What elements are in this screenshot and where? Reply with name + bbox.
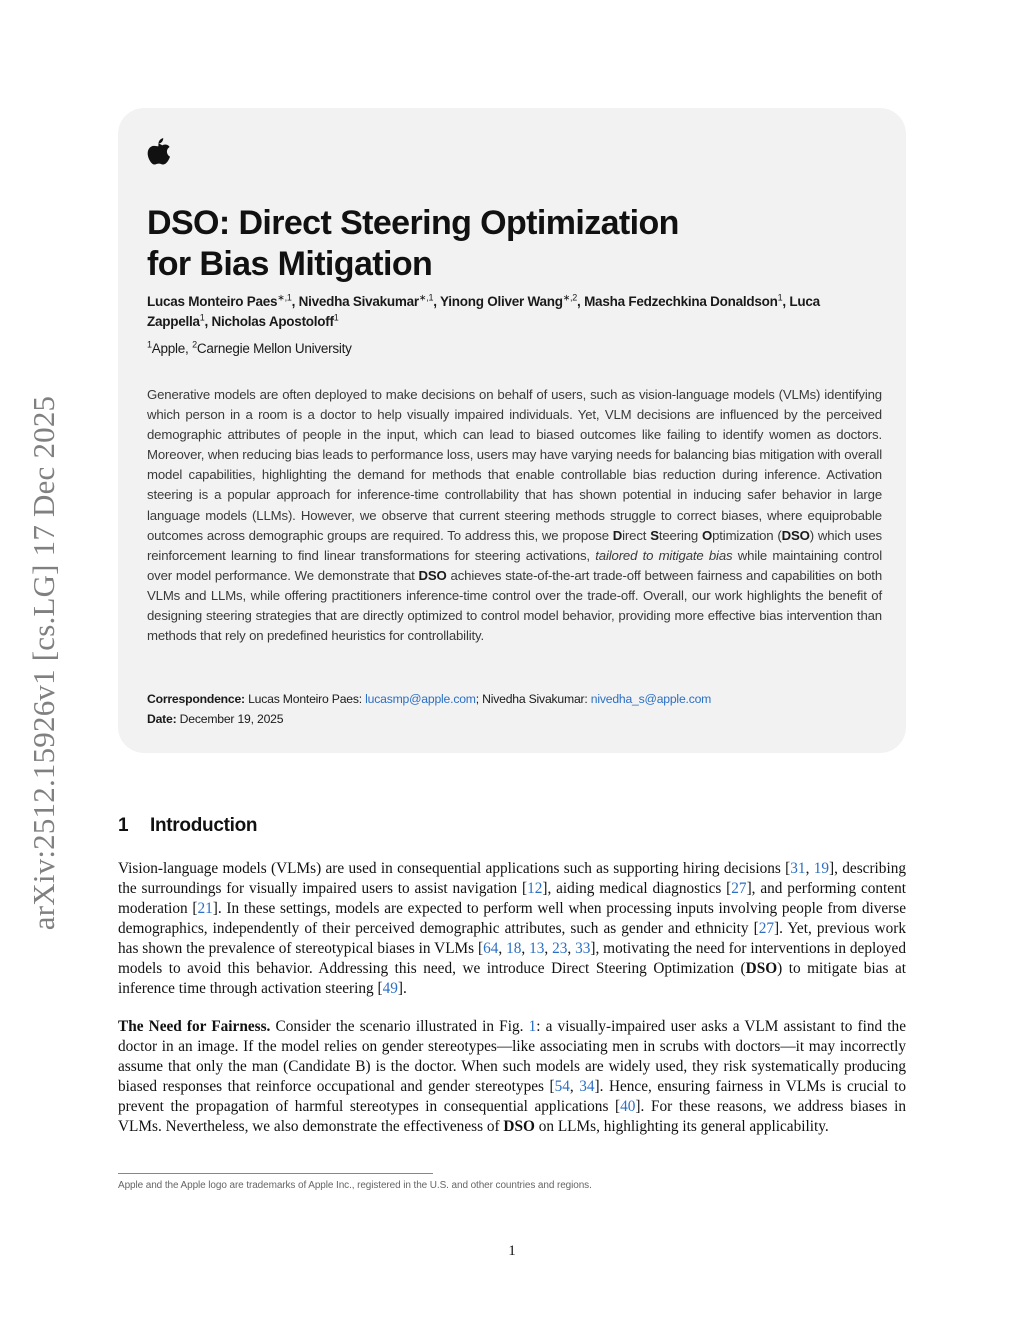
citation-link[interactable]: 21 <box>197 900 213 917</box>
citation-link[interactable]: 12 <box>527 880 543 897</box>
author-name: Masha Fedzechkina Donaldson <box>584 294 778 309</box>
affiliation-separator: , <box>185 341 193 356</box>
correspondence-line <box>147 689 711 709</box>
author-name: Nivedha Sivakumar <box>298 294 419 309</box>
correspondence-name: Lucas Monteiro Paes: <box>244 692 366 706</box>
body-text-run: ], describing the surroundings for visually impaired users to assist navigation [ <box>118 860 907 897</box>
date-label: Date: <box>147 712 177 726</box>
author-superscript: ∗,2 <box>562 292 578 303</box>
affiliation-name: Apple <box>151 341 186 356</box>
author-separator: , <box>782 294 790 309</box>
paper-title <box>147 203 867 285</box>
affiliation-superscript: 1 <box>147 339 152 350</box>
date-value: December 19, 2025 <box>176 712 284 726</box>
footnote-divider <box>118 1173 433 1174</box>
author-separator: , <box>433 294 440 309</box>
body-text-run: , <box>567 940 576 957</box>
author-superscript: 1 <box>199 312 205 323</box>
date-line <box>147 709 711 729</box>
correspondence-block <box>147 689 711 729</box>
affiliation-superscript: 2 <box>192 339 197 350</box>
body-text-run: ) to mitigate bias at inference time through activation steering [ <box>118 960 906 997</box>
correspondence-label: Correspondence: <box>147 692 245 706</box>
citation-link[interactable]: 34 <box>579 1078 595 1095</box>
body-text-run: , <box>498 940 507 957</box>
abstract-text-run: achieves state-of-the-art trade-off between fairness and capabilities on both VLMs and LLMs, while offering practitioners inference-time control over the trade-off. Overall, our work highlights the benefit of designing steering strategies that are directly optimized to control model behavior, providing more effective bias intervention than methods that rely on predefined heuristics for controllability. <box>147 567 883 644</box>
body-text-run: , <box>569 1078 580 1095</box>
citation-link[interactable]: 23 <box>552 940 568 957</box>
author-name: Yinong Oliver Wang <box>439 294 563 309</box>
author-superscript: 1 <box>333 312 339 323</box>
abstract-method-name: DSO <box>418 567 447 583</box>
body-text-run: Consider the scenario illustrated in Fig. <box>270 1018 529 1035</box>
author-separator: , <box>204 314 212 329</box>
abstract-text-run: ptimization ( <box>712 527 782 543</box>
page-number: 1 <box>508 1243 516 1259</box>
author-separator: , <box>577 294 585 309</box>
abstract-acronym-letter: S <box>650 527 659 543</box>
abstract-card <box>118 108 906 753</box>
paper-title-line-2: for Bias Mitigation <box>147 245 433 283</box>
email-link[interactable]: nivedha_s@apple.com <box>590 692 712 706</box>
body-text-run: Vision-language models (VLMs) are used in consequential applications such as supporting hiring decisions [ <box>118 860 791 877</box>
paper-title-line-1: DSO: Direct Steering Optimization <box>147 204 679 242</box>
footnote: Apple and the Apple logo are trademarks of Apple Inc., registered in the U.S. and other countries and regions. <box>118 1180 592 1191</box>
author-superscript: 1 <box>777 292 783 303</box>
citation-link[interactable]: 27 <box>731 880 747 897</box>
affiliation-list <box>147 341 352 356</box>
method-name: DSO <box>503 1118 535 1135</box>
intro-paragraph <box>118 859 906 999</box>
citation-link[interactable]: 40 <box>620 1098 636 1115</box>
correspondence-name: ; Nivedha Sivakumar: <box>475 692 591 706</box>
author-name: Lucas Monteiro Paes <box>147 294 278 309</box>
abstract-acronym-letter: O <box>702 527 713 543</box>
body-text-run: , <box>544 940 553 957</box>
abstract-text-run: ) which uses reinforcement learning to find linear transformations for steering activations, <box>147 527 882 563</box>
citation-link[interactable]: 18 <box>506 940 522 957</box>
section-heading <box>118 815 257 837</box>
abstract-text-run: Generative models are often deployed to make decisions on behalf of users, such as vision-language models (VLMs) identifying which person in a room is a doctor to help visually impaired individuals. Yet, VLM decisions are influenced by the perceived demographic attributes of people in the input, which can lead to biased outcomes like failing to identify women as doctors. Moreover, when reducing bias leads to performance loss, users may have varying needs for balancing bias mitigation with overall model capabilities, highlighting the demand for methods that enable controllable bias reduction during inference. Activation steering is a popular approach for inference-time controllability that has shown potential in inducing safer behavior in large language models (LLMs). However, we observe that current steering methods struggle to correct biases, where equiprobable outcomes across demographic groups are required. To address this, we propose <box>147 387 882 543</box>
body-text-run: ]. Hence, ensuring fairness in VLMs is crucial to prevent the propagation of harmful stereotypes in consequential applications [ <box>118 1078 906 1115</box>
need-for-fairness-paragraph <box>118 1017 906 1137</box>
section-title: Introduction <box>150 815 258 836</box>
citation-link[interactable]: 13 <box>529 940 545 957</box>
author-list <box>147 292 882 332</box>
author-separator: , <box>291 294 299 309</box>
abstract-acronym-letter: D <box>612 527 623 543</box>
citation-link[interactable]: 54 <box>554 1078 570 1095</box>
body-text-run: ]. Yet, previous work has shown the prevalence of stereotypical biases in VLMs [ <box>118 920 906 957</box>
body-text-run: , <box>805 860 814 877</box>
apple-logo-icon <box>146 136 171 166</box>
author-name: Luca Zappella <box>147 294 820 329</box>
abstract-emphasis: tailored to mitigate bias <box>595 547 733 563</box>
citation-link[interactable]: 33 <box>575 940 591 957</box>
abstract-text-run: teering <box>658 527 702 543</box>
body-text-run: ], aiding medical diagnostics [ <box>542 880 732 897</box>
author-superscript: ∗,1 <box>277 292 292 303</box>
body-text-run: , <box>521 940 530 957</box>
abstract-text-run: while maintaining control over model performance. We demonstrate that <box>147 547 882 583</box>
arxiv-identifier-stamp: arXiv:2512.15926v1 [cs.LG] 17 Dec 2025 <box>26 395 61 931</box>
affiliation-name: Carnegie Mellon University <box>196 341 352 356</box>
abstract-method-name: DSO <box>781 527 810 543</box>
citation-link[interactable]: 19 <box>813 860 830 877</box>
abstract-paragraph <box>147 385 882 646</box>
email-link[interactable]: lucasmp@apple.com <box>365 692 476 706</box>
body-text-run: ]. <box>397 980 407 997</box>
body-text-run: on LLMs, highlighting its general applicability. <box>534 1118 829 1135</box>
abstract-text-run: irect <box>622 527 651 543</box>
body-text-run: ]. In these settings, models are expected to perform well when processing inputs involving people from diverse demographics, independently of their perceived demographic attributes, such as gender and ethnicity [ <box>118 900 906 937</box>
citation-link[interactable]: 31 <box>790 860 806 877</box>
author-name: Nicholas Apostoloff <box>211 314 334 329</box>
citation-link[interactable]: 49 <box>382 980 398 997</box>
citation-link[interactable]: 64 <box>483 940 499 957</box>
body-text-run: ], and performing content moderation [ <box>118 880 906 917</box>
body-text-run: ]. For these reasons, we address biases in VLMs. Nevertheless, we also demonstrate the effectiveness of <box>118 1098 907 1135</box>
paragraph-heading: The Need for Fairness. <box>118 1018 271 1035</box>
section-number: 1 <box>118 815 129 836</box>
method-name: DSO <box>745 960 778 977</box>
body-text-run: ], motivating the need for interventions in deployed models to avoid this behavior. Addressing this need, we introduce Direct Steering Optimization ( <box>118 940 906 977</box>
citation-link[interactable]: 27 <box>758 920 775 937</box>
figure-link[interactable]: 1 <box>528 1018 537 1035</box>
author-superscript: ∗,1 <box>418 292 434 303</box>
body-text-run: : a visually-impaired user asks a VLM assistant to find the doctor in an image. If the model relies on gender stereotypes—like associating men in scrubs with doctors—it may incorrectly assume that only the man (Candidate B) is the doctor. When such models are widely used, they risk systematically producing biased responses that reinforce occupational and gender stereotypes [ <box>118 1018 906 1095</box>
